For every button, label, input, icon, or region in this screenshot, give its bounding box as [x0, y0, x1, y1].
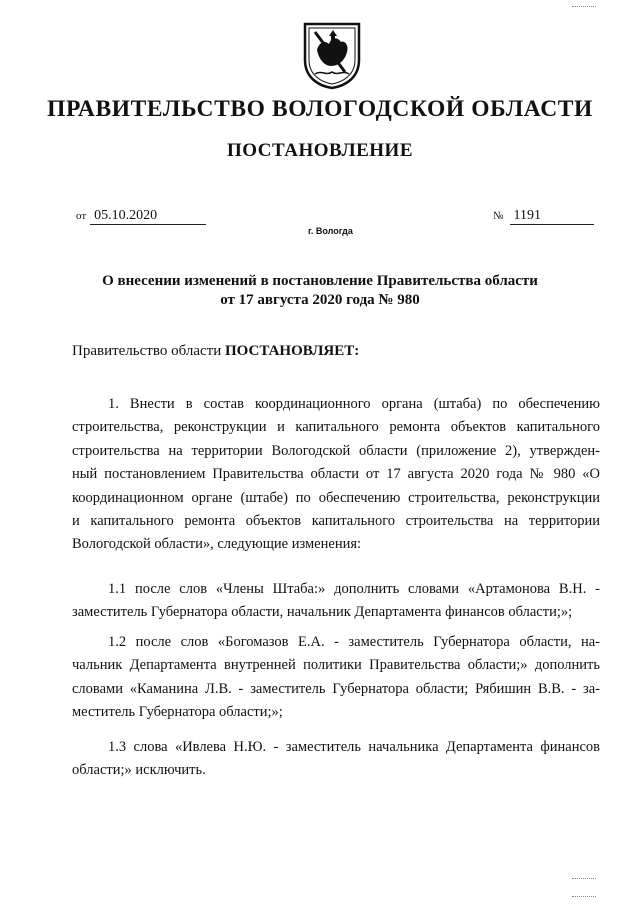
subject-line: от 17 августа 2020 года № 980: [220, 292, 420, 308]
document-type: ПОСТАНОВЛЕНИЕ: [226, 140, 414, 161]
number-label: №: [493, 210, 504, 222]
paragraph-line: строительства на территории Вологодской области (приложение 2), утвержден-: [72, 442, 600, 459]
paragraph-line: строительства, реконструкции и капитального ремонта объектов капитального: [72, 419, 600, 436]
document-subject: [0, 272, 640, 310]
paragraph-line: Вологодской области», следующие изменения:: [72, 536, 362, 553]
paragraph-line: 1. Внести в состав координационного органа (штаба) по обеспечению: [108, 396, 600, 412]
government-title: ПРАВИТЕЛЬСТВО ВОЛОГОДСКОЙ ОБЛАСТИ: [47, 96, 593, 122]
date-field: [76, 208, 206, 225]
paragraph-line: координационном органе (штабе) по обеспечению строительства, реконструкции: [72, 489, 600, 506]
subject-line: О внесении изменений в постановление Правительства области: [102, 273, 538, 289]
paragraph-line: 1.2 после слов «Богомазов Е.А. - заместитель Губернатора области, на-: [108, 634, 600, 650]
coat-of-arms-emblem: [301, 20, 363, 90]
city-label: г. Вологда: [308, 226, 353, 236]
scan-mark: [572, 896, 596, 898]
date-label: от: [76, 210, 87, 222]
paragraph-line: чальник Департамента внутренней политики Правительства области;» дополнить: [72, 657, 600, 674]
paragraph-line: словами «Каманина Л.В. - заместитель Губернатора области; Рябишин В.В. - за-: [72, 680, 600, 697]
paragraph-line: и капитального ремонта объектов капитального строительства на территории: [72, 513, 600, 530]
paragraph-line: меститель Губернатора области;»;: [72, 704, 283, 721]
date-value: 05.10.2020: [90, 208, 206, 225]
paragraph-line: области;» исключить.: [72, 762, 206, 779]
preamble: [72, 343, 359, 360]
preamble-bold: ПОСТАНОВЛЯЕТ:: [224, 343, 360, 359]
number-field: [493, 208, 594, 225]
paragraph-1-2: [72, 631, 600, 725]
scan-mark: [572, 6, 596, 8]
number-value: 1191: [510, 208, 594, 225]
paragraph-line: ный постановлением Правительства области от 17 августа 2020 года № 980 «О: [72, 466, 600, 483]
paragraph-1-3: [72, 736, 600, 783]
preamble-text: Правительство области: [72, 343, 222, 359]
scan-mark: [572, 878, 596, 880]
paragraph-line: заместитель Губернатора области, начальник Департамента финансов области;»;: [72, 604, 573, 621]
paragraph-line: 1.1 после слов «Члены Штаба:» дополнить словами «Артамонова В.Н. -: [108, 581, 600, 597]
paragraph-1-1: [72, 578, 600, 625]
paragraph-line: 1.3 слова «Ивлева Н.Ю. - заместитель начальника Департамента финансов: [108, 739, 600, 755]
paragraph-1: [72, 393, 600, 557]
